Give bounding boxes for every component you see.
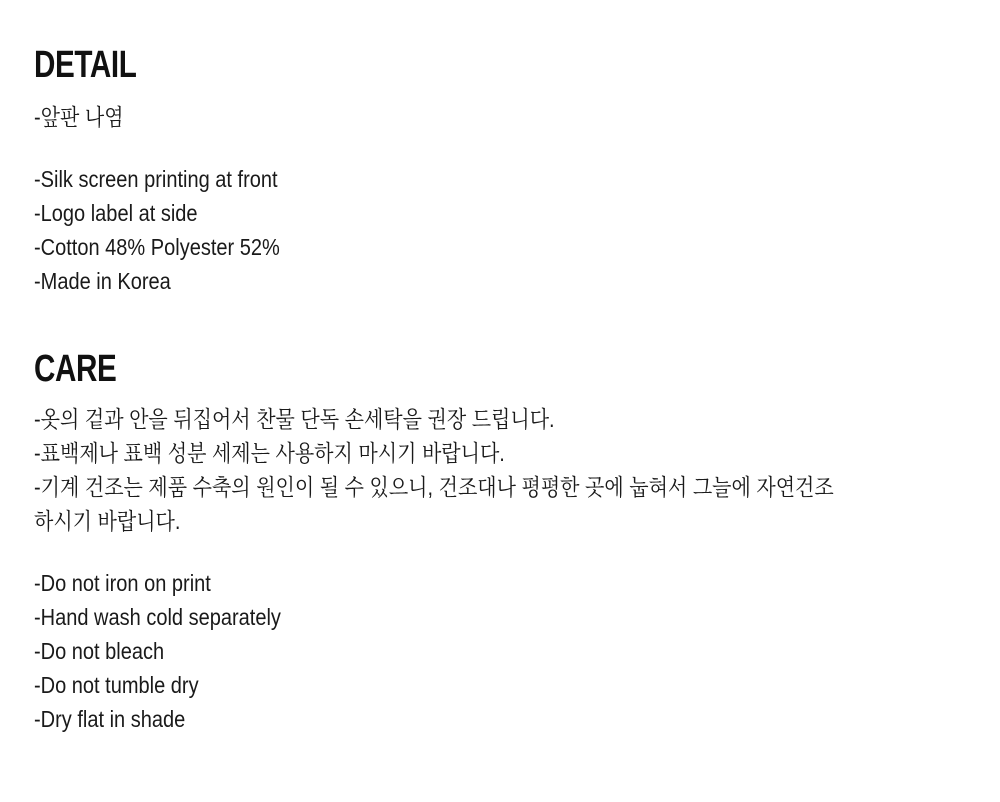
- detail-korean-group: [34, 100, 970, 134]
- care-line-korean-1: -옷의 겉과 안을 뒤집어서 찬물 단독 손세탁을 권장 드립니다.: [34, 406, 555, 432]
- care-line-korean-2: -표백제나 표백 성분 세제는 사용하지 마시기 바랍니다.: [34, 440, 505, 466]
- care-section-heading: CARE: [34, 348, 117, 390]
- care-line-korean-3: -기계 건조는 제품 수축의 원인이 될 수 있으니, 건조대나 평평한 곳에 눕혀서 그늘에 자연건조하시기 바랍니다.: [34, 474, 834, 534]
- care-korean-group: [34, 402, 970, 538]
- spacer: [34, 298, 970, 350]
- care-line-en-5: -Dry flat in shade: [34, 706, 186, 732]
- care-line-en-3: -Do not bleach: [34, 638, 165, 664]
- detail-english-group: [34, 162, 970, 298]
- care-line-en-1: -Do not iron on print: [34, 570, 211, 596]
- section-detail: [34, 46, 970, 298]
- spacer: [34, 134, 970, 162]
- care-english-group: [34, 566, 970, 736]
- detail-line-en-2: -Logo label at side: [34, 200, 198, 226]
- detail-line-en-1: -Silk screen printing at front: [34, 166, 278, 192]
- care-line-en-2: -Hand wash cold separately: [34, 604, 281, 630]
- care-line-en-4: -Do not tumble dry: [34, 672, 199, 698]
- section-care: [34, 350, 970, 736]
- detail-line-en-3: -Cotton 48% Polyester 52%: [34, 234, 280, 260]
- spacer: [34, 538, 970, 566]
- document-content: [34, 46, 970, 736]
- detail-section-heading: DETAIL: [34, 44, 137, 86]
- detail-line-korean-1: -앞판 나염: [34, 104, 124, 130]
- detail-line-en-4: -Made in Korea: [34, 268, 171, 294]
